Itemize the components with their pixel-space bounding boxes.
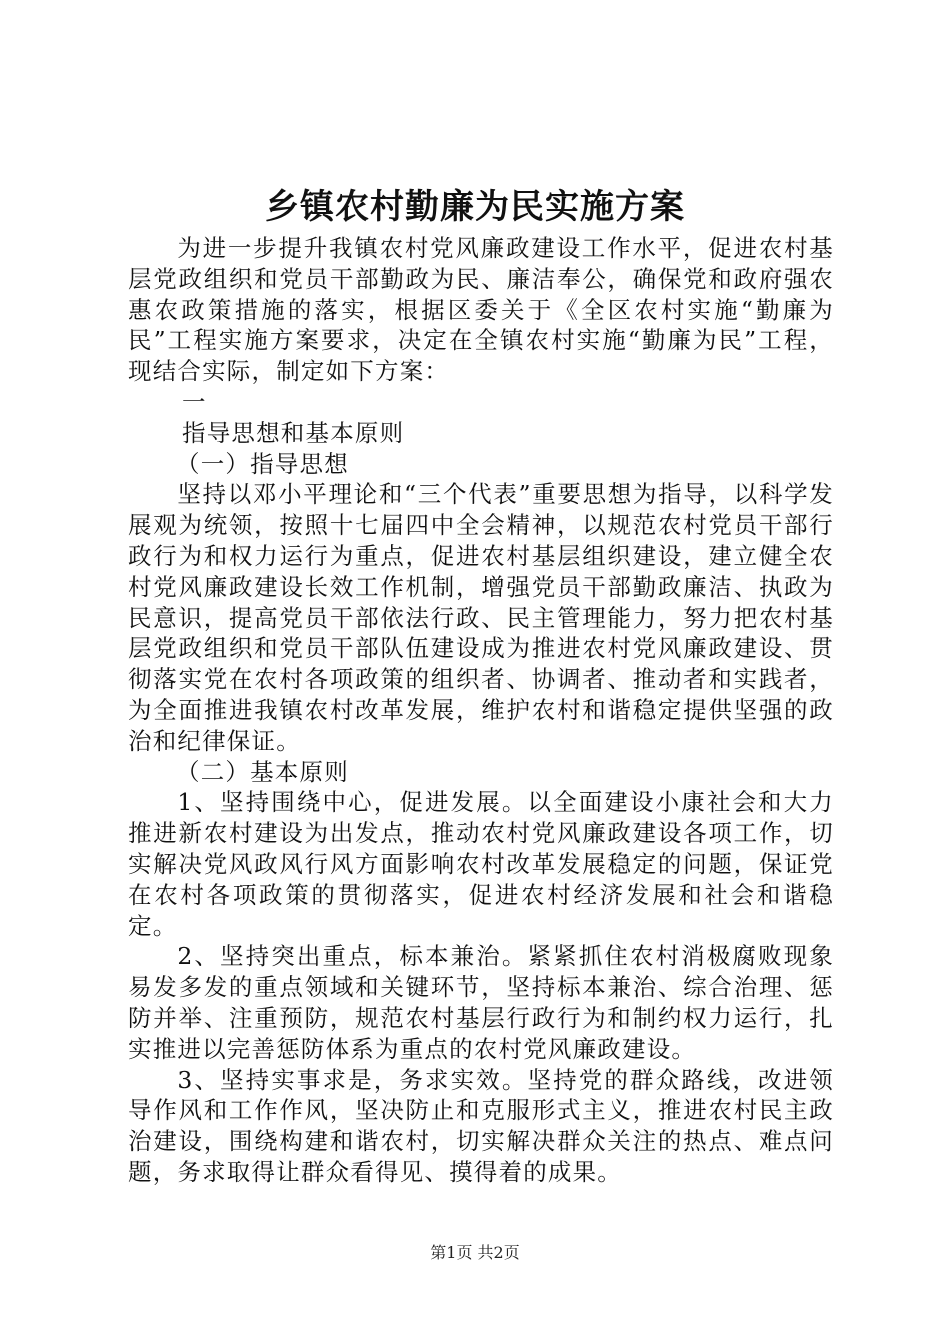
intro-paragraph: 为进一步提升我镇农村党风廉政建设工作水平，促进农村基层党政组织和党员干部勤政为民、廉洁奉公，确保党和政府强农惠农政策措施的落实，根据区委关于《全区农村实施“勤廉为民”工程实施方案要求，决定在全镇农村实施“勤廉为民”工程，现结合实际，制定如下方案： xyxy=(128,234,834,386)
principle-paragraph-3: 3、坚持实事求是，务求实效。坚持党的群众路线，改进领导作风和工作作风，坚决防止和克服形式主义，推进农村民主政治建设，围绕构建和谐农村，切实解决群众关注的热点、难点问题，务求取得让群众看得见、摸得着的成果。 xyxy=(128,1065,834,1186)
page-footer: 第1页 共2页 xyxy=(430,1243,520,1262)
subsection-heading-guiding-thought: （一）指导思想 xyxy=(176,449,349,478)
section-number: 一 xyxy=(182,387,207,416)
subsection-heading-basic-principles: （二）基本原则 xyxy=(176,757,349,786)
section-heading: 指导思想和基本原则 xyxy=(182,418,405,447)
guiding-thought-paragraph: 坚持以邓小平理论和“三个代表”重要思想为指导，以科学发展观为统领，按照十七届四中全会精神，以规范农村党员干部行政行为和权力运行为重点，促进农村基层组织建设，建立健全农村党风廉政建设长效工作机制，增强党员干部勤政廉洁、执政为民意识，提高党员干部依法行政、民主管理能力，努力把农村基层党政组织和党员干部队伍建设成为推进农村党风廉政建设、贯彻落实党在农村各项政策的组织者、协调者、推动者和实践者，为全面推进我镇农村改革发展，维护农村和谐稳定提供坚强的政治和纪律保证。 xyxy=(128,480,834,755)
principle-paragraph-2: 2、坚持突出重点，标本兼治。紧紧抓住农村消极腐败现象易发多发的重点领域和关键环节，坚持标本兼治、综合治理、惩防并举、注重预防，规范农村基层行政行为和制约权力运行，扎实推进以完善惩防体系为重点的农村党风廉政建设。 xyxy=(128,942,834,1063)
document-body xyxy=(128,233,834,1188)
principle-paragraph-1: 1、坚持围绕中心，促进发展。以全面建设小康社会和大力推进新农村建设为出发点，推动农村党风廉政建设各项工作，切实解决党风政风行风方面影响农村改革发展稳定的问题，保证党在农村各项政策的贯彻落实，促进农村经济发展和社会和谐稳定。 xyxy=(128,788,834,940)
document-title: 乡镇农村勤廉为民实施方案 xyxy=(265,187,685,227)
